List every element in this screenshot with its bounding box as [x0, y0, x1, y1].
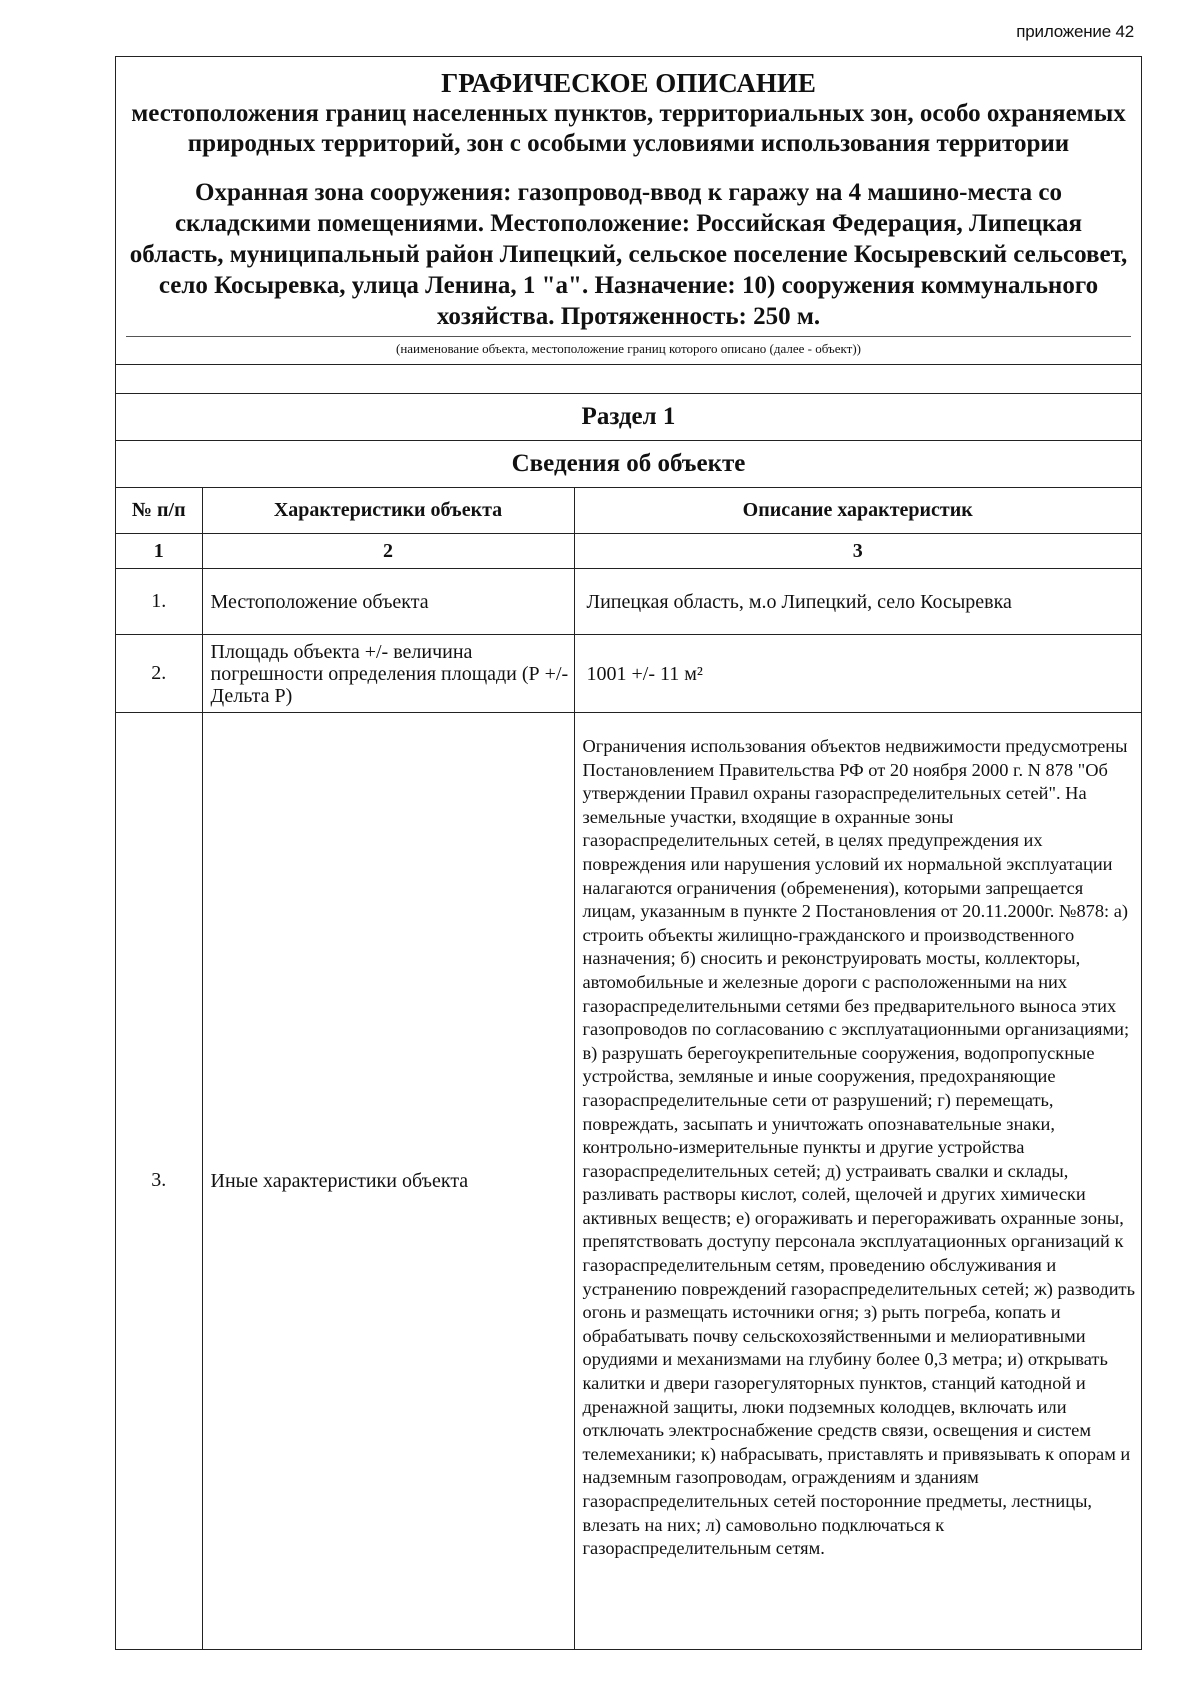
column-number-2: 2 [202, 534, 574, 569]
row-description: 1001 +/- 11 м² [574, 635, 1141, 713]
section-title: Раздел 1 [116, 394, 1141, 441]
object-info-table [116, 488, 1141, 1649]
appendix-label: приложение 42 [1016, 22, 1134, 41]
header-characteristic: Характеристики объекта [202, 488, 574, 534]
row-description: Липецкая область, м.о Липецкий, село Косыревка [574, 569, 1141, 635]
table-row [116, 635, 1141, 713]
column-number-3: 3 [574, 534, 1141, 569]
table-header-row [116, 488, 1141, 534]
header-description: Описание характеристик [574, 488, 1141, 534]
row-characteristic: Местоположение объекта [202, 569, 574, 635]
row-characteristic: Иные характеристики объекта [202, 713, 574, 1649]
spacer-row [116, 365, 1141, 394]
row-number: 2. [116, 635, 202, 713]
row-description: Ограничения использования объектов недвижимости предусмотрены Постановлением Правительства РФ от 20 ноября 2000 г. N 878 "Об утверждении Правил охраны газораспределительных сетей". На земельные участки, входящие в охранные зоны газораспределительных сетей, в целях предупреждения их повреждения или нарушения условий их нормальной эксплуатации налагаются ограничения (обременения), которыми запрещается лицам, указанным в пункте 2 Постановления от 20.11.2000г. №878: а) строить объекты жилищно-гражданского и производственного назначения; б) сносить и реконструировать мосты, коллекторы, автомобильные и железные дороги с расположенными на них газораспределительными сетями без предварительного выноса этих газопроводов по согласованию с эксплуатационными организациями; в) разрушать берегоукрепительные сооружения, водопропускные устройства, земляные и иные сооружения, предохраняющие газораспределительные сети от разрушений; г) перемещать, повреждать, засыпать и уничтожать опознавательные знаки, контрольно-измерительные пункты и другие устройства газораспределительных сетей; д) устраивать свалки и склады, разливать растворы кислот, солей, щелочей и других химически активных веществ; е) огораживать и перегораживать охранные зоны, препятствовать доступу персонала эксплуатационных организаций к газораспределительным сетям, проведению обслуживания и устранению повреждений газораспределительных сетей; ж) разводить огонь и размещать источники огня; з) рыть погреба, копать и обрабатывать почву сельскохозяйственными и мелиоративными орудиями и механизмами на глубину более 0,3 метра; и) открывать калитки и двери газорегуляторных пунктов, станций катодной и дренажной защиты, люки подземных колодцев, включать или отключать электроснабжение средств связи, освещения и систем телемеханики; к) набрасывать, приставлять и привязывать к опорам и надземным газопроводам, ограждениям и зданиям газораспределительных сетей посторонние предметы, лестницы, влезать на них; л) самовольно подключаться к газораспределительным сетям. [574, 713, 1141, 1649]
table-row [116, 569, 1141, 635]
object-name-caption: (наименование объекта, местоположение границ которого описано (далее - объект)) [126, 336, 1131, 364]
row-number: 1. [116, 569, 202, 635]
table-row [116, 713, 1141, 1649]
document-title: ГРАФИЧЕСКОЕ ОПИСАНИЕ [441, 68, 816, 98]
column-number-row [116, 534, 1141, 569]
section-subtitle: Сведения об объекте [116, 441, 1141, 488]
object-name: Охранная зона сооружения: газопровод-ввод к гаражу на 4 машино-места со складскими помещениями. Местоположение: Российская Федерация, Липецкая область, муниципальный район Липецкий, сельское поселение Косыревский сельсовет, село Косыревка, улица Ленина, 1 "а". Назначение: 10) сооружения коммунального хозяйства. Протяженность: 250 м. [129, 179, 1128, 330]
row-characteristic: Площадь объекта +/- величина погрешности определения площади (Р +/- Дельта Р) [202, 635, 574, 713]
document-header [116, 57, 1141, 365]
document-sheet [115, 56, 1142, 1650]
document-subtitle: местоположения границ населенных пунктов, территориальных зон, особо охраняемых природных территорий, зон с особыми условиями использования территории [131, 100, 1126, 157]
header-number: № п/п [116, 488, 202, 534]
column-number-1: 1 [116, 534, 202, 569]
row-number: 3. [116, 713, 202, 1649]
